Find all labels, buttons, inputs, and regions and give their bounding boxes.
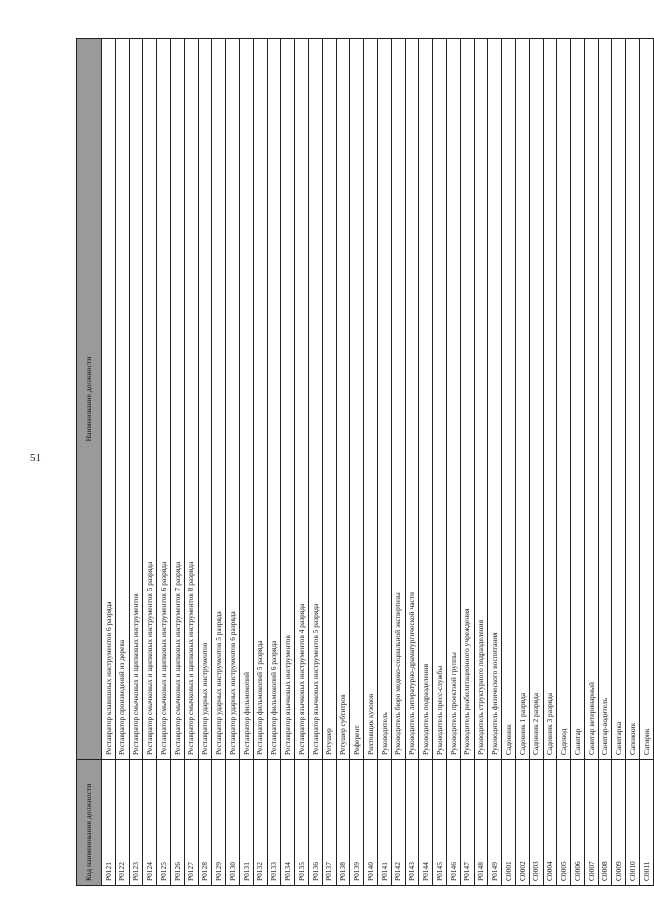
table-row [419, 39, 433, 886]
table-row [295, 39, 309, 886]
table-row [543, 39, 557, 886]
table-row [460, 39, 474, 886]
table-row [612, 39, 626, 886]
position-code-cell: Р0144 [419, 760, 433, 886]
position-name-cell: Садовник [502, 39, 516, 760]
position-name-cell: Садовник 1 разряда [515, 39, 529, 760]
table-row [239, 39, 253, 886]
table-row [212, 39, 226, 886]
table-row [157, 39, 171, 886]
position-name-cell: Руководитель структурного подразделения [474, 39, 488, 760]
page-number: 51 [30, 452, 41, 464]
table-row [267, 39, 281, 886]
table-row [364, 39, 378, 886]
table-row [474, 39, 488, 886]
position-code-cell: С0009 [612, 760, 626, 886]
position-name-cell: Руководитель проектной группы [446, 39, 460, 760]
position-code-cell: Р0140 [364, 760, 378, 886]
position-name-cell: Реставратор смычковых и щипковых инструментов 6 разряда [157, 39, 171, 760]
position-name-cell: Реставратор язычковых инструментов 5 разряда [308, 39, 322, 760]
position-code-cell: Р0122 [115, 760, 129, 886]
position-name-cell: Руководитель литературно-драматургической части [405, 39, 419, 760]
position-name-cell: Садовод [557, 39, 571, 760]
table-header-row [77, 39, 102, 886]
position-code-cell: С0001 [502, 760, 516, 886]
table-row [102, 39, 116, 886]
position-name-cell: Референт [350, 39, 364, 760]
position-name-cell: Санитарка [612, 39, 626, 760]
table-row [640, 39, 654, 886]
table-row [433, 39, 447, 886]
position-name-cell: Реставратор ударных инструментов 6 разряда [226, 39, 240, 760]
position-code-cell: Р0129 [212, 760, 226, 886]
position-name-cell: Реставратор смычковых и щипковых инструментов 7 разряда [170, 39, 184, 760]
position-name-cell: Реставратор фильмокопий 5 разряда [253, 39, 267, 760]
table-row [281, 39, 295, 886]
table-row [584, 39, 598, 886]
position-name-cell: Сапожник [626, 39, 640, 760]
table-row [350, 39, 364, 886]
position-code-cell: Р0124 [143, 760, 157, 886]
table-row [336, 39, 350, 886]
position-code-cell: Р0145 [433, 760, 447, 886]
position-name-cell: Садовник 2 разряда [529, 39, 543, 760]
position-code-cell: Р0142 [391, 760, 405, 886]
header-code: Код наименования должности [77, 760, 102, 886]
position-name-cell: Сатирик [640, 39, 654, 760]
position-name-cell: Реставратор язычковых инструментов 4 разряда [295, 39, 309, 760]
positions-table [76, 38, 654, 886]
position-name-cell: Реставратор язычковых инструментов [281, 39, 295, 760]
table-row [405, 39, 419, 886]
position-name-cell: Ретушер субтитров [336, 39, 350, 760]
table-row [515, 39, 529, 886]
position-name-cell: Реставратор произведений из дерева [115, 39, 129, 760]
position-code-cell: Р0135 [295, 760, 309, 886]
table-row [184, 39, 198, 886]
position-name-cell: Руководитель бюро медико-социальной экспертизы [391, 39, 405, 760]
position-code-cell: Р0126 [170, 760, 184, 886]
position-code-cell: С0010 [626, 760, 640, 886]
table-row [571, 39, 585, 886]
position-name-cell: Руководитель подразделения [419, 39, 433, 760]
position-code-cell: Р0121 [102, 760, 116, 886]
position-code-cell: С0007 [584, 760, 598, 886]
position-name-cell: Реставратор смычковых и щипковых инструментов 8 разряда [184, 39, 198, 760]
position-name-cell: Реставратор клавишных инструментов 6 разряда [102, 39, 116, 760]
position-name-cell: Санитар ветеринарный [584, 39, 598, 760]
position-code-cell: Р0134 [281, 760, 295, 886]
table-row [488, 39, 502, 886]
position-code-cell: С0002 [515, 760, 529, 886]
position-code-cell: Р0148 [474, 760, 488, 886]
table-row [129, 39, 143, 886]
position-code-cell: Р0141 [377, 760, 391, 886]
table-body [102, 39, 654, 886]
position-code-cell: Р0127 [184, 760, 198, 886]
position-name-cell: Реставратор смычковых и щипковых инструментов [129, 39, 143, 760]
position-code-cell: С0006 [571, 760, 585, 886]
position-code-cell: Р0139 [350, 760, 364, 886]
position-code-cell: Р0147 [460, 760, 474, 886]
position-name-cell: Реставратор ударных инструментов 5 разряда [212, 39, 226, 760]
position-name-cell: Ретушер [322, 39, 336, 760]
position-code-cell: Р0136 [308, 760, 322, 886]
position-code-cell: Р0133 [267, 760, 281, 886]
position-name-cell: Руководитель физического воспитания [488, 39, 502, 760]
position-code-cell: Р0149 [488, 760, 502, 886]
position-code-cell: С0005 [557, 760, 571, 886]
table-row [143, 39, 157, 886]
position-code-cell: Р0128 [198, 760, 212, 886]
position-name-cell: Руководитель пресс-службы [433, 39, 447, 760]
position-name-cell: Руководитель [377, 39, 391, 760]
header-name: Наименование должности [77, 39, 102, 760]
position-code-cell: С0004 [543, 760, 557, 886]
position-name-cell: Санитар [571, 39, 585, 760]
position-code-cell: С0003 [529, 760, 543, 886]
table-row [502, 39, 516, 886]
position-code-cell: Р0137 [322, 760, 336, 886]
table-row [529, 39, 543, 886]
position-code-cell: Р0131 [239, 760, 253, 886]
position-code-cell: Р0132 [253, 760, 267, 886]
position-name-cell: Руководитель реабилитационного учреждения [460, 39, 474, 760]
table-row [308, 39, 322, 886]
table-row [446, 39, 460, 886]
positions-table-wrapper [76, 38, 651, 886]
position-name-cell: Реставратор смычковых и щипковых инструментов 5 разряда [143, 39, 157, 760]
position-code-cell: Р0130 [226, 760, 240, 886]
position-name-cell: Санитар-водитель [598, 39, 612, 760]
table-row [557, 39, 571, 886]
position-code-cell: Р0146 [446, 760, 460, 886]
position-name-cell: Реставратор ударных инструментов [198, 39, 212, 760]
table-row [253, 39, 267, 886]
table-row [322, 39, 336, 886]
table-row [170, 39, 184, 886]
position-code-cell: Р0143 [405, 760, 419, 886]
table-row [598, 39, 612, 886]
position-code-cell: Р0138 [336, 760, 350, 886]
position-code-cell: С0011 [640, 760, 654, 886]
table-row [626, 39, 640, 886]
position-code-cell: С0008 [598, 760, 612, 886]
position-name-cell: Рихтовщик кузовов [364, 39, 378, 760]
table-row [226, 39, 240, 886]
position-name-cell: Реставратор фильмокопий 6 разряда [267, 39, 281, 760]
table-row [115, 39, 129, 886]
table-row [377, 39, 391, 886]
position-code-cell: Р0125 [157, 760, 171, 886]
position-name-cell: Реставратор фильмокопий [239, 39, 253, 760]
table-row [198, 39, 212, 886]
position-code-cell: Р0123 [129, 760, 143, 886]
table-row [391, 39, 405, 886]
position-name-cell: Садовник 3 разряда [543, 39, 557, 760]
